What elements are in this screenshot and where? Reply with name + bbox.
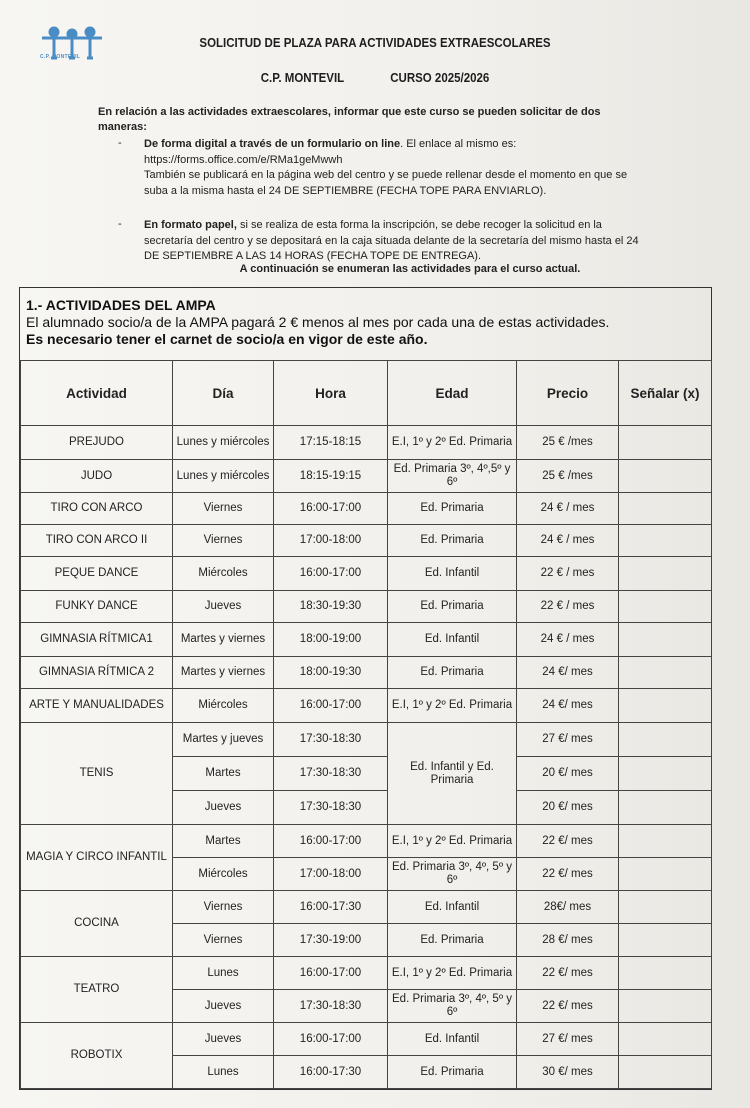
activity-time: 17:30-18:30 bbox=[274, 990, 388, 1023]
activity-name: TIRO CON ARCO II bbox=[21, 525, 173, 557]
table-row bbox=[21, 957, 712, 990]
activity-age: E.I, 1º y 2º Ed. Primaria bbox=[388, 689, 517, 723]
activity-time: 16:00-17:30 bbox=[274, 891, 388, 924]
section-discount-note: El alumnado socio/a de la AMPA pagará 2 € menos al mes por cada una de estas actividades. bbox=[26, 314, 610, 330]
activity-age: Ed. Primaria 3º, 4º, 5º y 6º bbox=[388, 858, 517, 891]
activity-time: 17:30-18:30 bbox=[274, 757, 388, 791]
activity-day: Viernes bbox=[173, 525, 274, 557]
activity-name: ROBOTIX bbox=[21, 1023, 173, 1089]
activity-age: Ed. Infantil bbox=[388, 557, 517, 591]
activity-price: 25 € /mes bbox=[517, 426, 619, 460]
activity-price: 30 €/ mes bbox=[517, 1056, 619, 1089]
activity-time: 18:00-19:30 bbox=[274, 657, 388, 689]
activity-name: COCINA bbox=[21, 891, 173, 957]
activity-day: Jueves bbox=[173, 1023, 274, 1056]
table-header-row bbox=[21, 361, 712, 426]
select-checkbox[interactable] bbox=[619, 557, 712, 591]
activity-price: 24 € / mes bbox=[517, 623, 619, 657]
activity-name: TEATRO bbox=[21, 957, 173, 1023]
activity-time: 17:30-18:30 bbox=[274, 723, 388, 757]
col-edad: Edad bbox=[388, 361, 517, 426]
activity-day: Martes y jueves bbox=[173, 723, 274, 757]
select-checkbox[interactable] bbox=[619, 723, 712, 757]
col-hora: Hora bbox=[274, 361, 388, 426]
activity-day: Martes y viernes bbox=[173, 657, 274, 689]
activity-price: 22 €/ mes bbox=[517, 825, 619, 858]
activity-price: 25 € /mes bbox=[517, 460, 619, 493]
activity-age: Ed. Primaria bbox=[388, 525, 517, 557]
activity-day: Jueves bbox=[173, 990, 274, 1023]
activity-day: Miércoles bbox=[173, 557, 274, 591]
ampa-section-header bbox=[26, 297, 609, 348]
activity-price: 24 € / mes bbox=[517, 525, 619, 557]
activity-age: Ed. Primaria 3º, 4º,5º y 6º bbox=[388, 460, 517, 493]
school-name: C.P. MONTEVIL bbox=[260, 71, 345, 85]
option-digital-label: De forma digital a través de un formulario on line bbox=[144, 138, 401, 150]
activity-age: Ed. Primaria bbox=[388, 657, 517, 689]
activity-time: 16:00-17:00 bbox=[274, 825, 388, 858]
activity-price: 27 €/ mes bbox=[517, 723, 619, 757]
document-subtitle bbox=[30, 71, 720, 85]
activity-price: 28 €/ mes bbox=[517, 924, 619, 957]
activity-price: 22 €/ mes bbox=[517, 957, 619, 990]
activity-time: 17:30-19:00 bbox=[274, 924, 388, 957]
activity-time: 17:30-18:30 bbox=[274, 791, 388, 825]
activity-price: 20 €/ mes bbox=[517, 757, 619, 791]
col-dia: Día bbox=[173, 361, 274, 426]
activity-name: JUDO bbox=[21, 460, 173, 493]
activity-time: 16:00-17:00 bbox=[274, 689, 388, 723]
table-row bbox=[21, 623, 712, 657]
activity-age: E.I, 1º y 2º Ed. Primaria bbox=[388, 426, 517, 460]
activity-time: 16:00-17:00 bbox=[274, 557, 388, 591]
activity-age: Ed. Infantil bbox=[388, 891, 517, 924]
activity-time: 16:00-17:00 bbox=[274, 1023, 388, 1056]
select-checkbox[interactable] bbox=[619, 493, 712, 525]
activity-name: TENIS bbox=[21, 723, 173, 825]
activity-name: TIRO CON ARCO bbox=[21, 493, 173, 525]
activity-day: Jueves bbox=[173, 591, 274, 623]
option-digital-detail: También se publicará en la página web del centro y se puede rellenar desde el momento en que se suba a la misma hasta el 24 DE SEPTIEMBRE (FECHA TOPE PARA ENVIARLO). bbox=[144, 169, 628, 197]
option-paper-label: En formato papel, bbox=[144, 219, 237, 231]
activity-time: 16:00-17:00 bbox=[274, 957, 388, 990]
activity-price: 22 € / mes bbox=[517, 591, 619, 623]
activity-price: 27 €/ mes bbox=[517, 1023, 619, 1056]
activity-day: Viernes bbox=[173, 493, 274, 525]
option-paper: En formato papel, si se realiza de esta forma la inscripción, se debe recoger la solicitud en la secretaría del centro y se depositará en la caja situada delante de la secretaría del mismo hasta el 24 DE SEPTIEMBRE A LAS 14 HORAS (FECHA TOPE DE ENTREGA). bbox=[144, 219, 639, 262]
activity-price: 22 € / mes bbox=[517, 557, 619, 591]
select-checkbox[interactable] bbox=[619, 825, 712, 858]
activity-age: E.I, 1º y 2º Ed. Primaria bbox=[388, 957, 517, 990]
activity-day: Lunes bbox=[173, 1056, 274, 1089]
table-row bbox=[21, 426, 712, 460]
table-row bbox=[21, 591, 712, 623]
activity-day: Viernes bbox=[173, 924, 274, 957]
activity-day: Lunes y miércoles bbox=[173, 426, 274, 460]
activity-name: PREJUDO bbox=[21, 426, 173, 460]
select-checkbox[interactable] bbox=[619, 591, 712, 623]
activity-age: Ed. Infantil bbox=[388, 623, 517, 657]
col-precio: Precio bbox=[517, 361, 619, 426]
option-digital: De forma digital a través de un formulario on line. El enlace al mismo es: https://forms.office.com/e/RMa1geMwwh También se publicará en la página web del centro y se puede rellenar desde el momento en que se suba a la misma hasta el 24 DE SEPTIEMBRE (FECHA TOPE PARA ENVIARLO). bbox=[144, 138, 628, 197]
activity-price: 24 €/ mes bbox=[517, 657, 619, 689]
activity-age: Ed. Primaria bbox=[388, 493, 517, 525]
table-row bbox=[21, 1023, 712, 1056]
select-checkbox[interactable] bbox=[619, 525, 712, 557]
activity-time: 18:15-19:15 bbox=[274, 460, 388, 493]
select-checkbox[interactable] bbox=[619, 657, 712, 689]
form-link[interactable]: https://forms.office.com/e/RMa1geMwwh bbox=[144, 153, 343, 166]
col-senalar: Señalar (x) bbox=[619, 361, 712, 426]
table-row bbox=[21, 557, 712, 591]
select-checkbox[interactable] bbox=[619, 990, 712, 1023]
bullet-mark: - bbox=[118, 218, 122, 230]
activity-time: 18:30-19:30 bbox=[274, 591, 388, 623]
select-checkbox[interactable] bbox=[619, 891, 712, 924]
select-checkbox[interactable] bbox=[619, 1023, 712, 1056]
activity-day: Viernes bbox=[173, 891, 274, 924]
logo-text: C.P. MONTEVIL bbox=[40, 54, 81, 60]
activity-name: GIMNASIA RÍTMICA1 bbox=[21, 623, 173, 657]
bullet-mark: - bbox=[118, 137, 122, 149]
select-checkbox[interactable] bbox=[619, 858, 712, 891]
activity-day: Jueves bbox=[173, 791, 274, 825]
activity-price: 22 €/ mes bbox=[517, 858, 619, 891]
activity-age: Ed. Primaria bbox=[388, 1056, 517, 1089]
table-row bbox=[21, 891, 712, 924]
activity-time: 18:00-19:00 bbox=[274, 623, 388, 657]
activity-name: GIMNASIA RÍTMICA 2 bbox=[21, 657, 173, 689]
document-title: SOLICITUD DE PLAZA PARA ACTIVIDADES EXTRAESCOLARES bbox=[199, 36, 551, 50]
select-checkbox[interactable] bbox=[619, 623, 712, 657]
activity-day: Miércoles bbox=[173, 689, 274, 723]
activity-price: 28€/ mes bbox=[517, 891, 619, 924]
activity-time: 17:00-18:00 bbox=[274, 858, 388, 891]
activity-price: 22 €/ mes bbox=[517, 990, 619, 1023]
activity-time: 17:00-18:00 bbox=[274, 525, 388, 557]
section-heading: 1.- ACTIVIDADES DEL AMPA bbox=[26, 297, 216, 313]
activity-age: Ed. Infantil bbox=[388, 1023, 517, 1056]
table-row bbox=[21, 460, 712, 493]
activity-time: 16:00-17:00 bbox=[274, 493, 388, 525]
table-row bbox=[21, 723, 712, 757]
select-checkbox[interactable] bbox=[619, 460, 712, 493]
activities-intro: A continuación se enumeran las actividades para el curso actual. bbox=[239, 263, 581, 275]
activity-time: 16:00-17:30 bbox=[274, 1056, 388, 1089]
activities-table bbox=[20, 360, 712, 1089]
activity-age: Ed. Primaria bbox=[388, 591, 517, 623]
select-checkbox[interactable] bbox=[619, 426, 712, 460]
select-checkbox[interactable] bbox=[619, 957, 712, 990]
select-checkbox[interactable] bbox=[619, 924, 712, 957]
table-row bbox=[21, 689, 712, 723]
activity-price: 24 € / mes bbox=[517, 493, 619, 525]
select-checkbox[interactable] bbox=[619, 1056, 712, 1089]
section-requirement: Es necesario tener el carnet de socio/a en vigor de este año. bbox=[26, 331, 428, 347]
select-checkbox[interactable] bbox=[619, 689, 712, 723]
intro-text: En relación a las actividades extraescolares, informar que este curso se pueden solicitar de dos maneras: bbox=[98, 106, 601, 133]
activity-age: Ed. Primaria bbox=[388, 924, 517, 957]
activity-day: Martes bbox=[173, 757, 274, 791]
activity-time: 17:15-18:15 bbox=[274, 426, 388, 460]
table-row bbox=[21, 657, 712, 689]
activity-age: Ed. Primaria 3º, 4º, 5º y 6º bbox=[388, 990, 517, 1023]
activity-day: Martes bbox=[173, 825, 274, 858]
course-year: CURSO 2025/2026 bbox=[390, 71, 490, 85]
table-row bbox=[21, 825, 712, 858]
table-row bbox=[21, 493, 712, 525]
activity-price: 24 €/ mes bbox=[517, 689, 619, 723]
activity-day: Lunes bbox=[173, 957, 274, 990]
activity-name: PEQUE DANCE bbox=[21, 557, 173, 591]
activity-price: 20 €/ mes bbox=[517, 791, 619, 825]
activity-age: Ed. Infantil y Ed. Primaria bbox=[388, 723, 517, 825]
activity-day: Lunes y miércoles bbox=[173, 460, 274, 493]
activity-age: E.I, 1º y 2º Ed. Primaria bbox=[388, 825, 517, 858]
table-row bbox=[21, 525, 712, 557]
select-checkbox[interactable] bbox=[619, 791, 712, 825]
activity-day: Miércoles bbox=[173, 858, 274, 891]
activity-name: MAGIA Y CIRCO INFANTIL bbox=[21, 825, 173, 891]
select-checkbox[interactable] bbox=[619, 757, 712, 791]
col-actividad: Actividad bbox=[21, 361, 173, 426]
activity-day: Martes y viernes bbox=[173, 623, 274, 657]
activity-name: FUNKY DANCE bbox=[21, 591, 173, 623]
activity-name: ARTE Y MANUALIDADES bbox=[21, 689, 173, 723]
